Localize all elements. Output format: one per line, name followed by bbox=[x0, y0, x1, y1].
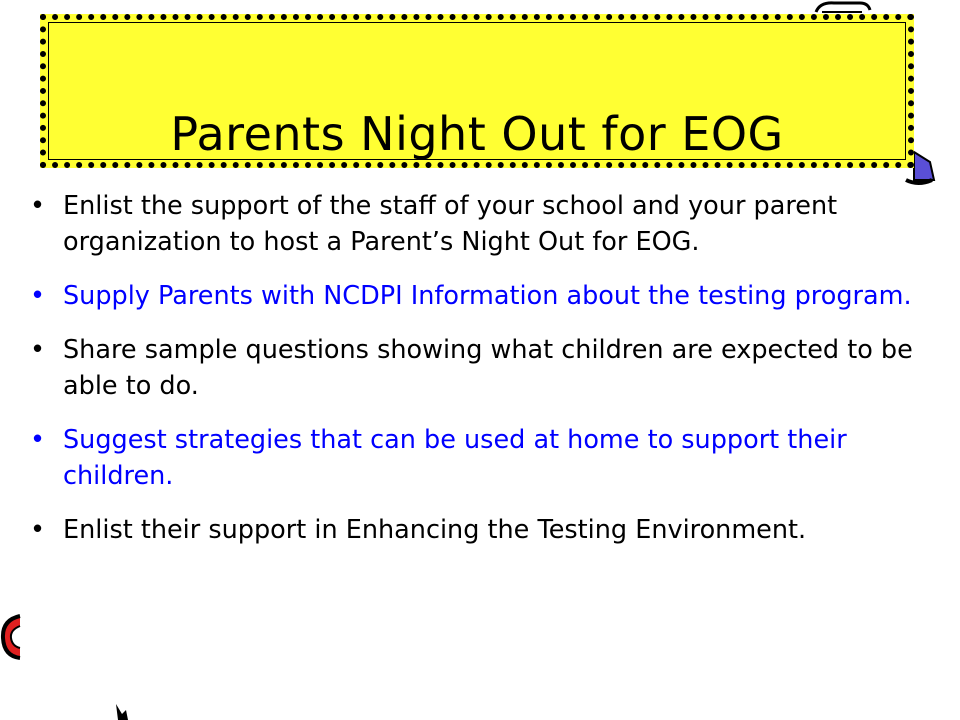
bullet-text: Share sample questions showing what children are expected to be able to do. bbox=[63, 335, 913, 401]
bullet-dot: • bbox=[30, 281, 46, 311]
clipart-fragment-bottom bbox=[112, 700, 130, 720]
bullet-dot: • bbox=[30, 191, 46, 221]
bullet-dot: • bbox=[30, 425, 46, 455]
title-banner bbox=[40, 14, 914, 168]
bullet-text: Suggest strategies that can be used at home to support their children. bbox=[63, 425, 847, 491]
bullet-dot: • bbox=[30, 335, 46, 365]
bullet-text: Supply Parents with NCDPI Information about the testing program. bbox=[63, 281, 912, 311]
bullet-text: Enlist the support of the staff of your school and your parent organization to host a Parent’s Night Out for EOG. bbox=[63, 191, 838, 257]
bullet-item bbox=[30, 188, 950, 260]
bullet-list bbox=[30, 188, 950, 566]
bullet-item bbox=[30, 278, 950, 314]
slide-title: Parents Night Out for EOG bbox=[170, 107, 784, 161]
bullet-item bbox=[30, 512, 950, 548]
bullet-dot: • bbox=[30, 515, 46, 545]
bullet-item bbox=[30, 422, 950, 494]
bullet-item bbox=[30, 332, 950, 404]
clipart-fragment-left bbox=[0, 612, 22, 662]
bullet-text: Enlist their support in Enhancing the Testing Environment. bbox=[63, 515, 807, 545]
clipart-fragment-top-right bbox=[812, 0, 872, 14]
